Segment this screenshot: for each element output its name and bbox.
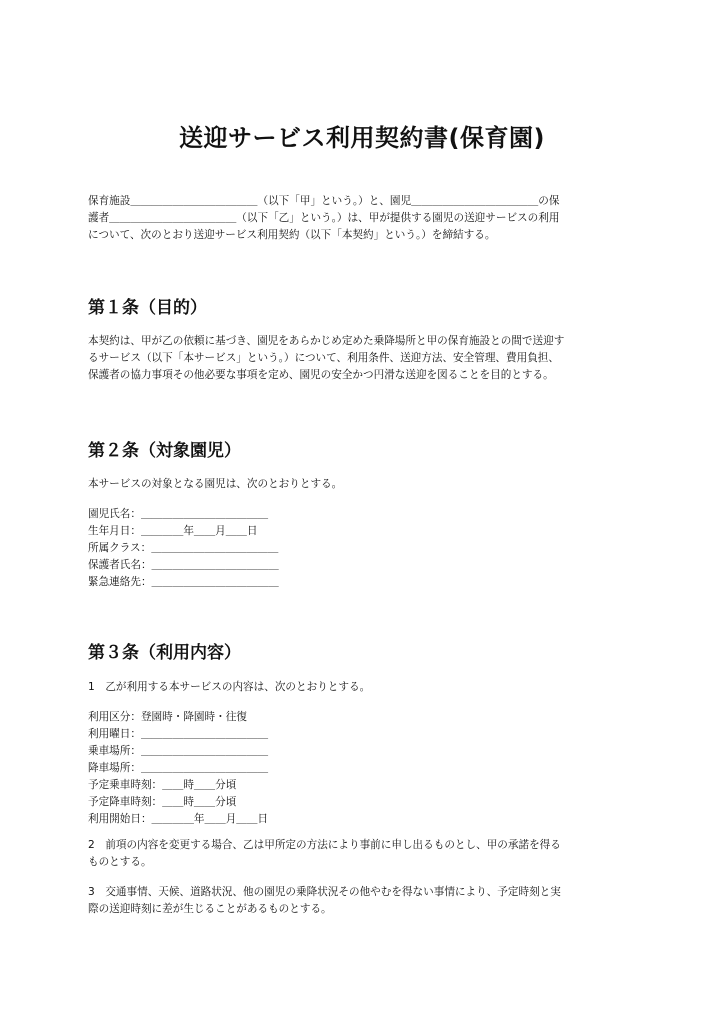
intro-line: 保育施設＿＿＿＿＿＿＿＿＿＿＿＿（以下「甲」という。）と、園児＿＿＿＿＿＿＿＿＿＿＿＿の保 (88, 195, 560, 207)
article2-heading: 第２条（対象園児） (88, 441, 241, 461)
emergency-contact-field: 緊急連絡先：＿＿＿＿＿＿＿＿＿＿＿＿ (88, 576, 279, 588)
article3-item3 (88, 884, 636, 918)
dropoff-time-field: 予定降車時刻：＿＿時＿＿分頃 (88, 796, 237, 808)
intro-line: について、次のとおり送迎サービス利用契約（以下「本契約」という。）を締結する。 (88, 229, 496, 241)
child-name-field: 園児氏名：＿＿＿＿＿＿＿＿＿＿＿＿ (88, 508, 269, 520)
birth-date-field: 生年月日：＿＿＿＿年＿＿月＿＿日 (88, 525, 258, 537)
class-field: 所属クラス：＿＿＿＿＿＿＿＿＿＿＿＿ (88, 542, 279, 554)
article3-item3-line: 3 交通事情、天候、道路状況、他の園児の乗降状況その他やむを得ない事情により、予定時刻と実 (88, 886, 561, 898)
article1-line: るサービス（以下「本サービス」という。）について、利用条件、送迎方法、安全管理、費用負担、 (88, 352, 559, 364)
article1-line: 保護者の協力事項その他必要な事項を定め、園児の安全かつ円滑な送迎を図ることを目的とする。 (88, 369, 554, 381)
pickup-time-field: 予定乗車時刻：＿＿時＿＿分頃 (88, 779, 237, 791)
article3-field-list (88, 709, 636, 828)
article2-lead (88, 476, 636, 493)
article3-item1-line: 1 乙が利用する本サービスの内容は、次のとおりとする。 (88, 681, 371, 693)
article3-item2 (88, 837, 636, 871)
article2-field-list (88, 506, 636, 591)
article3-item1 (88, 679, 636, 696)
intro-paragraph (88, 193, 636, 244)
article1-body (88, 333, 636, 384)
guardian-name-field: 保護者氏名：＿＿＿＿＿＿＿＿＿＿＿＿ (88, 559, 279, 571)
article1-line: 本契約は、甲が乙の依頼に基づき、園児をあらかじめ定めた乗降場所と甲の保育施設との間で送迎す (88, 335, 565, 347)
article3-item3-line: 際の送迎時刻に差が生じることがあるものとする。 (88, 903, 332, 915)
start-date-field: 利用開始日：＿＿＿＿年＿＿月＿＿日 (88, 813, 269, 825)
document-title: 送迎サービス利用契約書(保育園) (179, 124, 545, 152)
article3-item2-line: 2 前項の内容を変更する場合、乙は甲所定の方法により事前に申し出るものとし、甲の承諾を得る (88, 839, 561, 851)
usage-days-field: 利用曜日：＿＿＿＿＿＿＿＿＿＿＿＿ (88, 728, 269, 740)
article3-item2-line: ものとする。 (88, 856, 152, 868)
dropoff-place-field: 降車場所：＿＿＿＿＿＿＿＿＿＿＿＿ (88, 762, 269, 774)
article2-lead-line: 本サービスの対象となる園児は、次のとおりとする。 (88, 478, 343, 490)
intro-line: 護者＿＿＿＿＿＿＿＿＿＿＿＿（以下「乙」という。）は、甲が提供する園児の送迎サービスの利用 (88, 212, 560, 224)
pickup-place-field: 乗車場所：＿＿＿＿＿＿＿＿＿＿＿＿ (88, 745, 269, 757)
article1-heading: 第１条（目的） (88, 298, 207, 318)
article3-heading: 第３条（利用内容） (88, 643, 241, 663)
usage-type-field: 利用区分：登園時・降園時・往復 (88, 711, 247, 723)
